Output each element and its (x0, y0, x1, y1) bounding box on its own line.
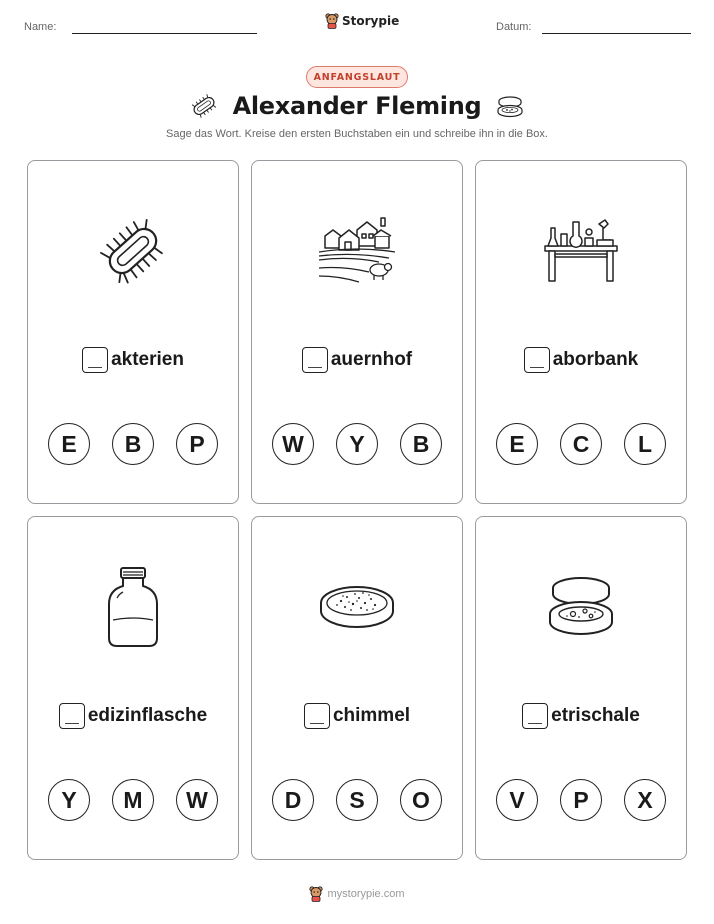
footer-url: mystorypie.com (327, 888, 405, 900)
word-fragment: chimmel (332, 705, 411, 726)
letter-choice[interactable]: B (400, 423, 442, 465)
word-fragment: etrischale (551, 705, 640, 726)
answer-box[interactable] (522, 703, 548, 729)
letter-choice[interactable]: Y (336, 423, 378, 465)
letter-choice[interactable]: O (400, 779, 442, 821)
bacteria-icon (93, 211, 173, 291)
footer (0, 886, 714, 902)
medicine-bottle-icon (103, 564, 163, 650)
letter-choices (28, 423, 238, 465)
word-row (476, 347, 686, 373)
letter-choices (28, 779, 238, 821)
answer-box[interactable] (304, 703, 330, 729)
date-label: Datum: (496, 21, 532, 33)
word-row (252, 347, 462, 373)
word-fragment: auernhof (330, 349, 413, 370)
bear-mascot-icon (325, 13, 339, 29)
lab-bench-icon (541, 216, 621, 286)
word-card-1 (27, 160, 239, 504)
letter-choice[interactable]: P (560, 779, 602, 821)
letter-choice[interactable]: P (176, 423, 218, 465)
petri-dish-icon (545, 574, 617, 640)
word-card-4 (27, 516, 239, 860)
category-badge: ANFANGSLAUT (306, 66, 408, 88)
word-row (476, 703, 686, 729)
instructions: Sage das Wort. Kreise den ersten Buchstaben ein und schreibe ihn in die Box. (166, 128, 548, 140)
letter-choice[interactable]: M (112, 779, 154, 821)
brand-name: Storypie (342, 14, 400, 28)
word-fragment: aborbank (552, 349, 639, 370)
answer-box[interactable] (524, 347, 550, 373)
word-row (28, 347, 238, 373)
title-row (0, 92, 714, 120)
worksheet-header (0, 0, 714, 50)
letter-choice[interactable]: L (624, 423, 666, 465)
bear-mascot-icon (309, 886, 323, 902)
word-card-2 (251, 160, 463, 504)
letter-choices (252, 423, 462, 465)
letter-choices (476, 779, 686, 821)
letter-choice[interactable]: B (112, 423, 154, 465)
name-label: Name: (24, 21, 57, 33)
answer-box[interactable] (82, 347, 108, 373)
farm-icon (317, 216, 397, 286)
petri-dish-icon (495, 93, 525, 119)
letter-choice[interactable]: C (560, 423, 602, 465)
answer-box[interactable] (59, 703, 85, 729)
word-fragment: edizinflasche (87, 705, 208, 726)
letter-choice[interactable]: X (624, 779, 666, 821)
letter-choice[interactable]: V (496, 779, 538, 821)
letter-choices (476, 423, 686, 465)
word-fragment: akterien (111, 349, 184, 370)
letter-choice[interactable]: E (48, 423, 90, 465)
mold-dish-icon (315, 577, 399, 637)
word-card-6 (475, 516, 687, 860)
date-line[interactable] (542, 33, 691, 34)
letter-choice[interactable]: E (496, 423, 538, 465)
bacteria-icon (189, 93, 219, 119)
letter-choice[interactable]: W (272, 423, 314, 465)
word-row (252, 703, 462, 729)
letter-choices (252, 779, 462, 821)
letter-choice[interactable]: S (336, 779, 378, 821)
answer-box[interactable] (302, 347, 328, 373)
word-row (28, 703, 238, 729)
page-title: Alexander Fleming (232, 92, 482, 120)
brand-logo (325, 13, 399, 29)
word-card-3 (475, 160, 687, 504)
name-line[interactable] (72, 33, 257, 34)
letter-choice[interactable]: W (176, 779, 218, 821)
letter-choice[interactable]: D (272, 779, 314, 821)
word-card-5 (251, 516, 463, 860)
letter-choice[interactable]: Y (48, 779, 90, 821)
